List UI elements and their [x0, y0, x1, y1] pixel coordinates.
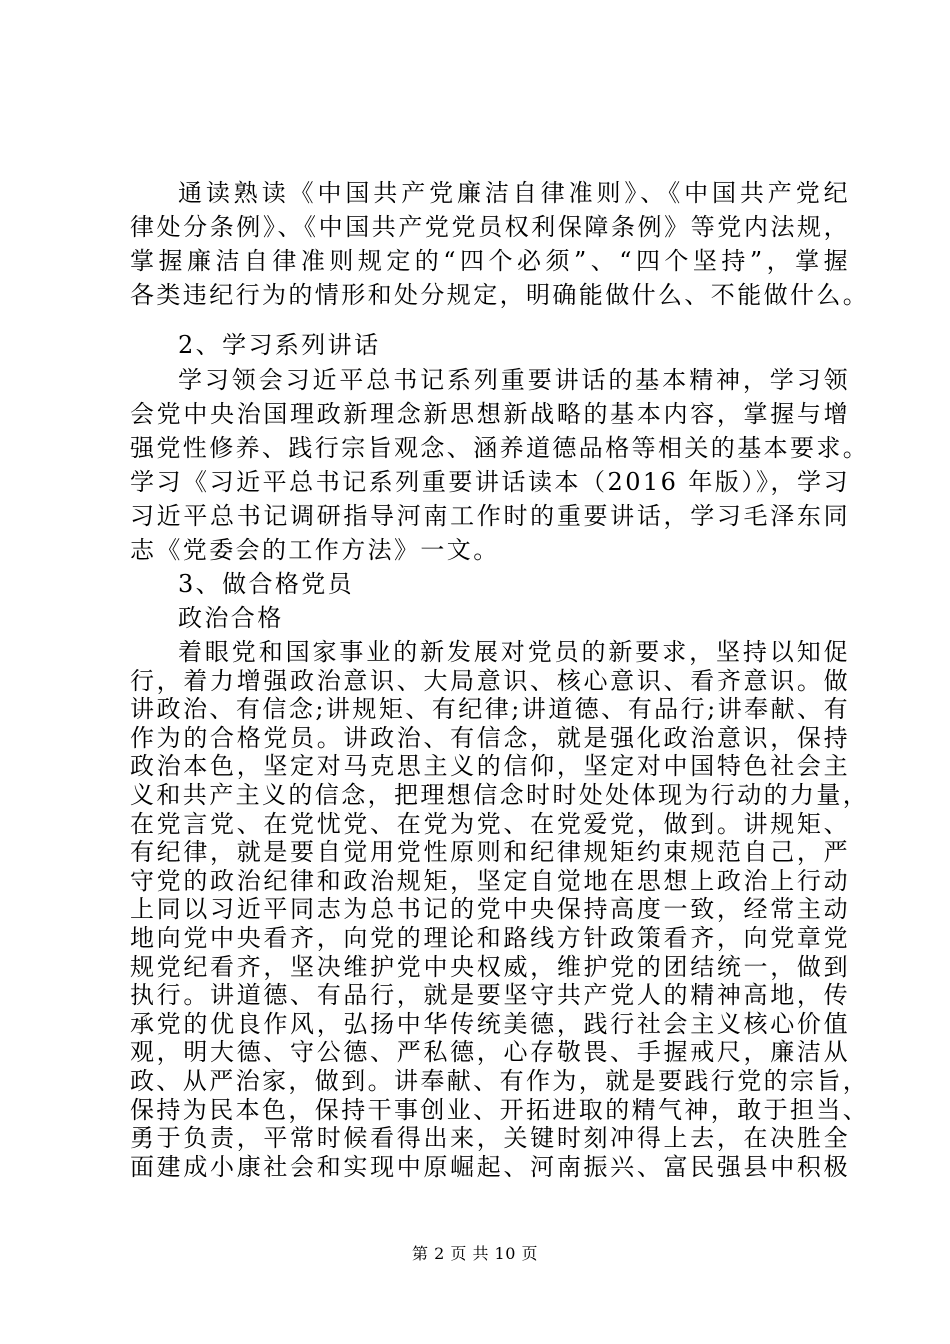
paragraph-line: 地向党中央看齐，向党的理论和路线方针政策看齐，向党章党 [130, 924, 850, 952]
paragraph-line: 观，明大德、守公德、严私德，心存敬畏、手握戒尺，廉洁从 [130, 1038, 850, 1067]
section-heading: 2、学习系列讲话 [178, 331, 381, 359]
paragraph-line: 承党的优良作风，弘扬中华传统美德，践行社会主义核心价值 [130, 1009, 850, 1038]
paragraph-line: 讲政治、有信念;讲规矩、有纪律;讲道德、有品行;讲奉献、有 [130, 695, 850, 724]
paragraph-line: 志《党委会的工作方法》一文。 [130, 536, 500, 564]
paragraph-line: 习近平总书记调研指导河南工作时的重要讲话，学习毛泽东同 [130, 502, 850, 530]
paragraph-line: 着眼党和国家事业的新发展对党员的新要求，坚持以知促 [178, 638, 850, 666]
paragraph-line: 掌握廉洁自律准则规定的“四个必须”、“四个坚持”，掌握 [130, 247, 850, 275]
paragraph-line: 各类违纪行为的情形和处分规定，明确能做什么、不能做什么。 [130, 281, 870, 309]
paragraph-line: 有纪律，就是要自觉用党性原则和纪律规矩约束规范自己，严 [130, 838, 850, 867]
paragraph-line: 会党中央治国理政新理念新思想新战略的基本内容，掌握与增 [130, 400, 850, 428]
paragraph-line: 学习领会习近平总书记系列重要讲话的基本精神，学习领 [178, 366, 850, 394]
paragraph-line: 面建成小康社会和实现中原崛起、河南振兴、富民强县中积极 [130, 1152, 850, 1181]
paragraph-line: 义和共产主义的信念，把理想信念时时处处体现为行动的力量， [130, 781, 870, 809]
paragraph-line: 执行。讲道德、有品行，就是要坚守共产党人的精神高地，传 [130, 981, 850, 1010]
paragraph-line: 上同以习近平同志为总书记的党中央保持高度一致，经常主动 [130, 895, 850, 924]
paragraph-line: 守党的政治纪律和政治规矩，坚定自觉地在思想上政治上行动 [130, 866, 850, 895]
paragraph-line: 保持为民本色，保持干事创业、开拓进取的精气神，敢于担当、 [130, 1095, 870, 1124]
paragraph-line: 政治本色，坚定对马克思主义的信仰，坚定对中国特色社会主 [130, 752, 850, 781]
page-footer: 第 2 页 共 10 页 [412, 1244, 538, 1263]
paragraph-line: 在党言党、在党忧党、在党为党、在党爱党，做到。讲规矩、 [130, 809, 850, 838]
paragraph-line: 通读熟读《中国共产党廉洁自律准则》、《中国共产党纪 [178, 179, 850, 207]
paragraph-line: 作为的合格党员。讲政治、有信念，就是强化政治意识，保持 [130, 723, 850, 752]
paragraph-line: 强党性修养、践行宗旨观念、涵养道德品格等相关的基本要求。 [130, 434, 870, 462]
section-heading: 3、做合格党员 [178, 570, 355, 598]
paragraph-line: 规党纪看齐，坚决维护党中央权威，维护党的团结统一，做到 [130, 952, 850, 981]
paragraph-line: 行，着力增强政治意识、大局意识、核心意识、看齐意识。做 [130, 666, 850, 695]
subsection-heading: 政治合格 [178, 604, 284, 632]
paragraph-line: 律处分条例》、《中国共产党党员权利保障条例》等党内法规， [130, 213, 850, 241]
paragraph-line: 政、从严治家，做到。讲奉献、有作为，就是要践行党的宗旨， [130, 1067, 870, 1095]
paragraph-line: 勇于负责，平常时候看得出来，关键时刻冲得上去，在决胜全 [130, 1124, 850, 1153]
paragraph-line: 学习《习近平总书记系列重要讲话读本（2016 年版）》，学习 [130, 468, 850, 496]
